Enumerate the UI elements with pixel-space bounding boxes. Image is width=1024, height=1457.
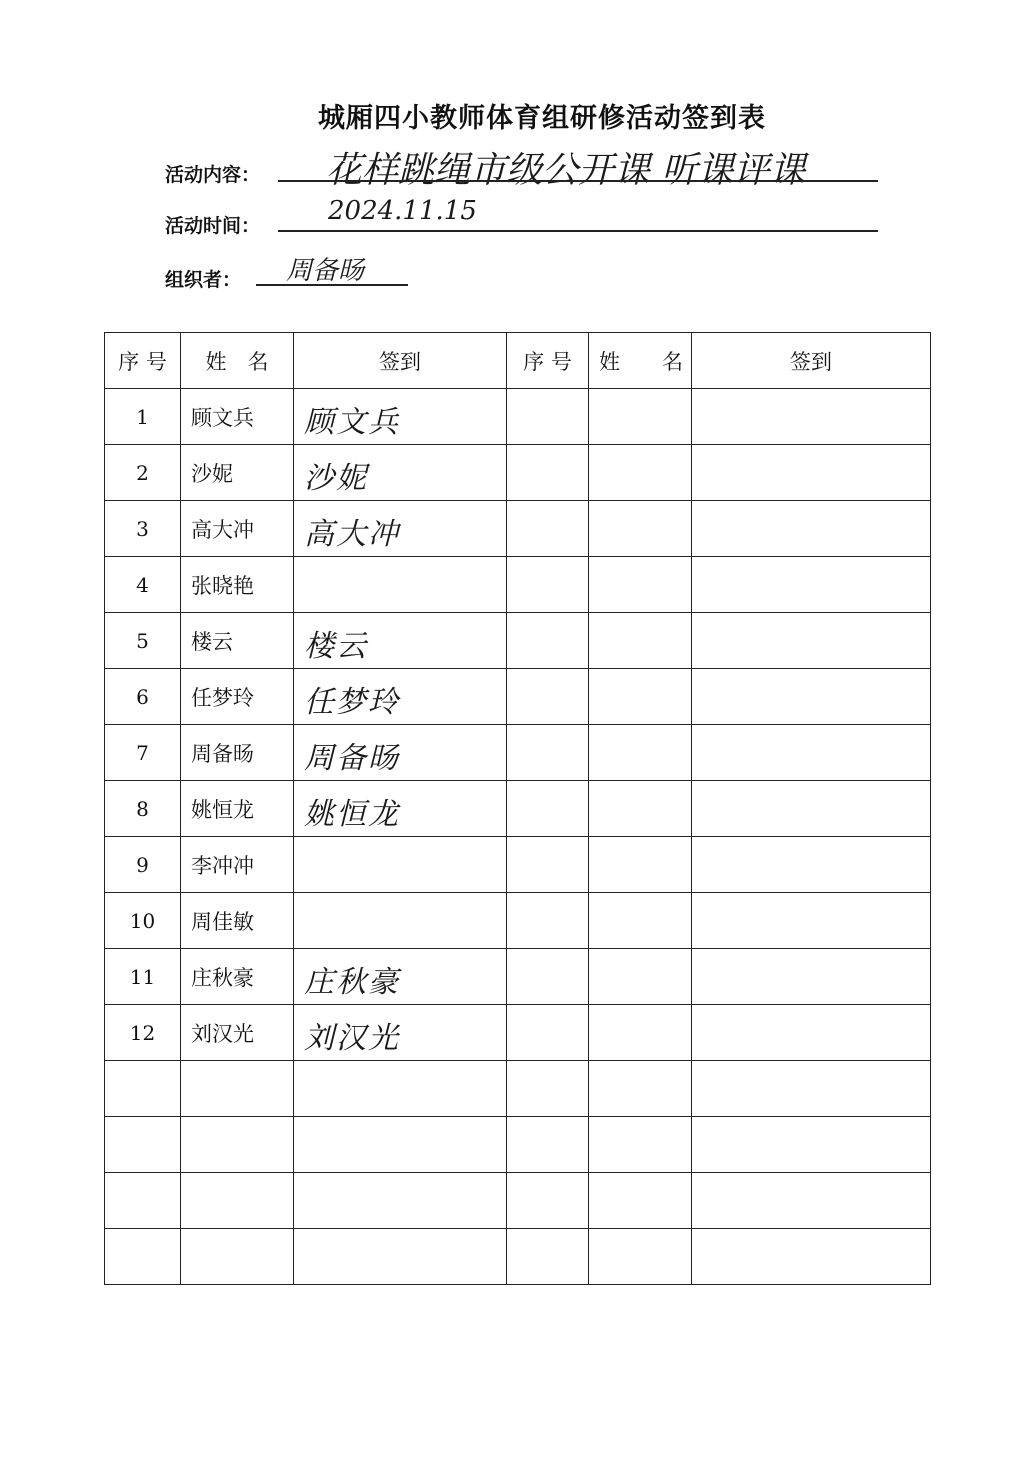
row-number: 7: [105, 725, 181, 781]
row-name: 周佳敏: [181, 893, 294, 949]
table-row: [105, 557, 931, 613]
row-number: [105, 1117, 181, 1173]
row-signature-cell: [294, 1117, 507, 1173]
table-row: [105, 949, 931, 1005]
table-header-row: [105, 333, 931, 389]
right-signature-cell: [692, 1005, 931, 1061]
right-no-cell: [507, 1173, 589, 1229]
right-no-cell: [507, 725, 589, 781]
table-row: [105, 389, 931, 445]
right-no-cell: [507, 893, 589, 949]
right-no-cell: [507, 1005, 589, 1061]
right-name-cell: [589, 1117, 692, 1173]
table-row: [105, 613, 931, 669]
row-number: 8: [105, 781, 181, 837]
row-signature-cell: [294, 613, 507, 669]
content-handwritten: 花样跳绳市级公开课 听课评课: [326, 150, 806, 191]
header-sign-right: 签到: [692, 333, 931, 389]
right-no-cell: [507, 669, 589, 725]
right-name-cell: [589, 837, 692, 893]
right-signature-cell: [692, 837, 931, 893]
right-signature-cell: [692, 557, 931, 613]
right-signature-cell: [692, 1229, 931, 1285]
row-signature-cell: [294, 669, 507, 725]
row-name: 周备旸: [181, 725, 294, 781]
handwritten-signature: 任梦玲: [304, 685, 400, 720]
organizer-handwritten: 周备旸: [286, 256, 365, 286]
row-signature-cell: [294, 557, 507, 613]
row-signature-cell: [294, 1229, 507, 1285]
right-signature-cell: [692, 1117, 931, 1173]
table-row: [105, 781, 931, 837]
right-name-cell: [589, 613, 692, 669]
right-name-cell: [589, 1061, 692, 1117]
right-name-cell: [589, 781, 692, 837]
handwritten-signature: 周备旸: [304, 741, 400, 776]
right-name-cell: [589, 725, 692, 781]
table-row: [105, 669, 931, 725]
header-name-left: 姓 名: [181, 333, 294, 389]
row-signature-cell: [294, 893, 507, 949]
right-signature-cell: [692, 725, 931, 781]
row-signature-cell: [294, 725, 507, 781]
organizer-underline: [256, 284, 408, 286]
row-signature-cell: [294, 501, 507, 557]
right-name-cell: [589, 557, 692, 613]
row-name: 李冲冲: [181, 837, 294, 893]
right-signature-cell: [692, 669, 931, 725]
row-signature-cell: [294, 445, 507, 501]
row-name: 任梦玲: [181, 669, 294, 725]
right-signature-cell: [692, 1173, 931, 1229]
right-no-cell: [507, 501, 589, 557]
right-no-cell: [507, 1229, 589, 1285]
right-no-cell: [507, 1061, 589, 1117]
row-signature-cell: [294, 1005, 507, 1061]
header-no-left: 序 号: [105, 333, 181, 389]
row-number: 6: [105, 669, 181, 725]
row-name: 沙妮: [181, 445, 294, 501]
row-name: 高大冲: [181, 501, 294, 557]
row-name: 顾文兵: [181, 389, 294, 445]
right-signature-cell: [692, 893, 931, 949]
right-name-cell: [589, 1005, 692, 1061]
right-signature-cell: [692, 1061, 931, 1117]
row-signature-cell: [294, 837, 507, 893]
row-number: [105, 1229, 181, 1285]
right-signature-cell: [692, 949, 931, 1005]
right-name-cell: [589, 949, 692, 1005]
row-name: 张晓艳: [181, 557, 294, 613]
row-signature-cell: [294, 781, 507, 837]
row-number: 1: [105, 389, 181, 445]
organizer-label: 组织者：: [165, 269, 242, 291]
row-name: [181, 1173, 294, 1229]
row-number: 3: [105, 501, 181, 557]
table-row: [105, 725, 931, 781]
handwritten-signature: 顾文兵: [304, 405, 400, 440]
row-name: [181, 1117, 294, 1173]
row-number: 2: [105, 445, 181, 501]
row-number: 5: [105, 613, 181, 669]
content-label: 活动内容：: [165, 164, 261, 186]
right-name-cell: [589, 1173, 692, 1229]
row-name: 庄秋豪: [181, 949, 294, 1005]
header-sign-left: 签到: [294, 333, 507, 389]
table-row: [105, 445, 931, 501]
row-signature-cell: [294, 1173, 507, 1229]
right-name-cell: [589, 669, 692, 725]
right-no-cell: [507, 389, 589, 445]
right-no-cell: [507, 837, 589, 893]
right-no-cell: [507, 613, 589, 669]
row-signature-cell: [294, 1061, 507, 1117]
row-signature-cell: [294, 389, 507, 445]
page-title: 城厢四小教师体育组研修活动签到表: [318, 103, 766, 134]
row-name: 刘汉光: [181, 1005, 294, 1061]
row-number: 11: [105, 949, 181, 1005]
handwritten-signature: 高大冲: [304, 517, 400, 552]
table-row: [105, 501, 931, 557]
table-row: [105, 893, 931, 949]
table-row: [105, 1173, 931, 1229]
row-number: 10: [105, 893, 181, 949]
right-no-cell: [507, 1117, 589, 1173]
row-name: 姚恒龙: [181, 781, 294, 837]
row-number: 9: [105, 837, 181, 893]
right-signature-cell: [692, 389, 931, 445]
row-number: [105, 1061, 181, 1117]
handwritten-signature: 楼云: [304, 629, 368, 664]
time-handwritten: 2024.11.15: [328, 196, 477, 226]
table-row: [105, 1005, 931, 1061]
handwritten-signature: 姚恒龙: [304, 797, 400, 832]
right-no-cell: [507, 445, 589, 501]
right-name-cell: [589, 445, 692, 501]
handwritten-signature: 庄秋豪: [304, 965, 400, 1000]
right-no-cell: [507, 781, 589, 837]
table-row: [105, 1117, 931, 1173]
right-name-cell: [589, 501, 692, 557]
row-name: [181, 1061, 294, 1117]
right-signature-cell: [692, 781, 931, 837]
table-row: [105, 1061, 931, 1117]
right-signature-cell: [692, 613, 931, 669]
row-signature-cell: [294, 949, 507, 1005]
row-name: [181, 1229, 294, 1285]
time-label: 活动时间：: [165, 215, 261, 237]
right-no-cell: [507, 949, 589, 1005]
row-number: [105, 1173, 181, 1229]
header-no-right: 序 号: [507, 333, 589, 389]
row-number: 12: [105, 1005, 181, 1061]
right-signature-cell: [692, 445, 931, 501]
row-name: 楼云: [181, 613, 294, 669]
right-name-cell: [589, 893, 692, 949]
handwritten-signature: 沙妮: [304, 461, 368, 496]
table-row: [105, 837, 931, 893]
table-row: [105, 1229, 931, 1285]
right-name-cell: [589, 1229, 692, 1285]
right-name-cell: [589, 389, 692, 445]
right-no-cell: [507, 557, 589, 613]
handwritten-signature: 刘汉光: [304, 1021, 400, 1056]
content-underline: [278, 180, 878, 182]
sign-in-table: [104, 332, 931, 1285]
time-underline: [278, 230, 878, 232]
header-name-right: 姓 名: [589, 333, 692, 389]
row-number: 4: [105, 557, 181, 613]
right-signature-cell: [692, 501, 931, 557]
